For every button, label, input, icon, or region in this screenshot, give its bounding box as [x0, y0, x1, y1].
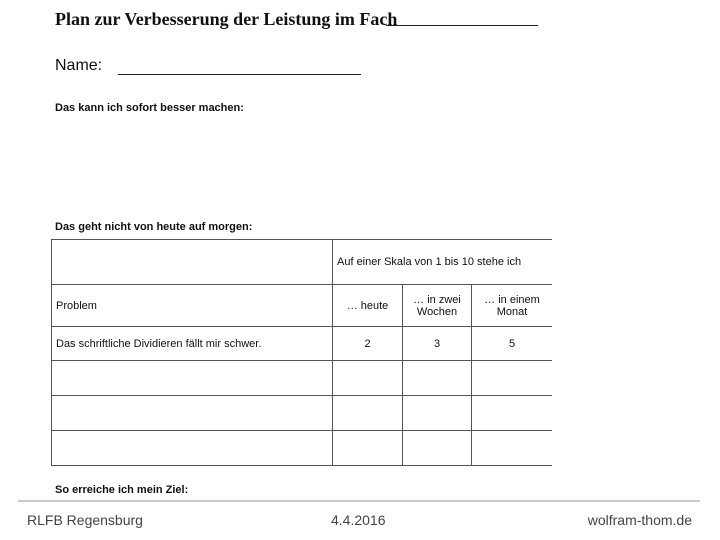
footer-divider	[18, 500, 700, 502]
cell-one-month: 5	[472, 327, 553, 361]
subject-blank-line	[386, 25, 538, 26]
name-label: Name:	[55, 57, 103, 74]
table-row	[52, 327, 553, 361]
header-one-month: … in einem Monat	[472, 285, 553, 327]
footer-date: 4.4.2016	[331, 512, 386, 528]
empty-cell	[403, 431, 472, 466]
header-problem: Problem	[52, 285, 333, 327]
empty-cell	[52, 361, 333, 396]
empty-cell	[333, 396, 403, 431]
empty-cell	[333, 361, 403, 396]
table-row	[52, 361, 553, 396]
empty-cell	[472, 431, 553, 466]
cell-today: 2	[333, 327, 403, 361]
empty-cell	[472, 396, 553, 431]
section-heading-immediate: Das kann ich sofort besser machen:	[55, 102, 244, 114]
cell-problem: Das schriftliche Dividieren fällt mir schwer.	[52, 327, 333, 361]
empty-cell	[52, 431, 333, 466]
empty-cell	[403, 396, 472, 431]
empty-cell	[403, 361, 472, 396]
cell-two-weeks: 3	[403, 327, 472, 361]
section-heading-goal: So erreiche ich mein Ziel:	[55, 484, 189, 496]
name-blank-line	[118, 74, 361, 75]
table-row	[52, 431, 553, 466]
empty-cell	[52, 396, 333, 431]
empty-cell	[472, 361, 553, 396]
footer-organization: RLFB Regensburg	[27, 512, 143, 528]
table-row	[52, 396, 553, 431]
table-corner-cell	[52, 240, 333, 285]
empty-cell	[333, 431, 403, 466]
section-heading-longterm: Das geht nicht von heute auf morgen:	[55, 221, 253, 233]
header-today: … heute	[333, 285, 403, 327]
scale-heading: Auf einer Skala von 1 bis 10 stehe ich	[333, 240, 553, 285]
document-title: Plan zur Verbesserung der Leistung im Fach	[55, 9, 398, 29]
footer-website: wolfram-thom.de	[587, 512, 692, 528]
header-two-weeks: … in zwei Wochen	[403, 285, 472, 327]
improvement-plan-table	[51, 239, 552, 466]
